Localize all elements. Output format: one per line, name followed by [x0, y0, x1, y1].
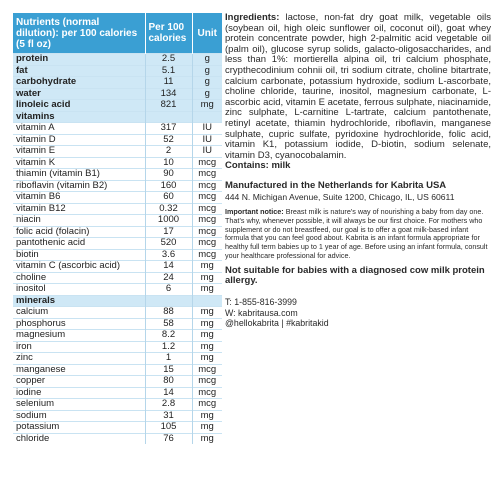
table-row	[13, 387, 222, 399]
table-row	[13, 410, 222, 422]
nutrient-unit: mcg	[192, 226, 222, 238]
nutrient-value: 1000	[145, 215, 192, 227]
nutrient-unit: mcg	[192, 238, 222, 250]
nutrient-unit: mg	[192, 100, 222, 112]
nutrient-name: pantothenic acid	[13, 238, 145, 250]
nutrient-unit: g	[192, 88, 222, 100]
nutrient-name: magnesium	[13, 330, 145, 342]
nutrient-name: vitamin A	[13, 123, 145, 135]
header-unit: Unit	[192, 13, 222, 54]
label-text-panel	[225, 13, 491, 329]
contact-social: @hellokabrita | #kabritakid	[225, 318, 329, 329]
nutrient-value: 2	[145, 146, 192, 158]
table-row	[13, 54, 222, 66]
table-row	[13, 134, 222, 146]
table-row	[13, 169, 222, 181]
nutrient-unit: mcg	[192, 399, 222, 411]
nutrient-name: folic acid (folacin)	[13, 226, 145, 238]
nutrient-value: 3.6	[145, 249, 192, 261]
nutrient-value: 10	[145, 157, 192, 169]
table-row	[13, 146, 222, 158]
nutrient-unit: IU	[192, 134, 222, 146]
nutrient-name: vitamin E	[13, 146, 145, 158]
nutrient-unit: IU	[192, 146, 222, 158]
nutrient-name: vitamin K	[13, 157, 145, 169]
nutrient-unit	[192, 295, 222, 307]
header-per-100-calories: Per 100 calories	[145, 13, 192, 54]
table-row	[13, 272, 222, 284]
header-nutrients: Nutrients (normal dilution): per 100 calories (5 fl oz)	[13, 13, 145, 54]
nutrient-value: 17	[145, 226, 192, 238]
nutrient-name: manganese	[13, 364, 145, 376]
nutrient-unit: mg	[192, 272, 222, 284]
nutrient-name: linoleic acid	[13, 100, 145, 112]
nutrition-rows	[13, 54, 222, 445]
nutrient-name: zinc	[13, 353, 145, 365]
nutrient-name: calcium	[13, 307, 145, 319]
table-row	[13, 261, 222, 273]
nutrient-unit: mcg	[192, 157, 222, 169]
nutrient-unit: mg	[192, 341, 222, 353]
table-row	[13, 422, 222, 434]
nutrient-name: niacin	[13, 215, 145, 227]
nutrient-name: inositol	[13, 284, 145, 296]
table-row	[13, 123, 222, 135]
table-row	[13, 215, 222, 227]
nutrient-unit: mg	[192, 410, 222, 422]
nutrient-value: 1	[145, 353, 192, 365]
table-row	[13, 203, 222, 215]
table-row	[13, 433, 222, 444]
nutrient-value: 2.8	[145, 399, 192, 411]
contains-statement: Contains: milk	[225, 160, 291, 172]
nutrient-unit: mg	[192, 433, 222, 444]
table-row	[13, 249, 222, 261]
table-row	[13, 364, 222, 376]
contact-web: W: kabritausa.com	[225, 307, 298, 318]
nutrient-unit: mcg	[192, 249, 222, 261]
nutrient-unit: mg	[192, 330, 222, 342]
nutrient-name: fat	[13, 65, 145, 77]
nutrient-name: vitamin B12	[13, 203, 145, 215]
table-row	[13, 318, 222, 330]
nutrient-name: vitamins	[13, 111, 145, 123]
allergy-warning: Not suitable for babies with a diagnosed cow milk protein allergy.	[225, 264, 485, 287]
nutrient-name: phosphorus	[13, 318, 145, 330]
section-header-row	[13, 111, 222, 123]
ingredients-text: lactose, non-fat dry goat milk, vegetable oils (soybean oil, high oleic sunflower oil, coconut oil), goat whey protein concentrate powder, high 2-palmitic acid vegetable oil (palm oil), glucose syrup solids, galacto-oligosaccharides, and less than 1%: mortierella alpina oil, tri calcium phosphate, crypthecodinium cohnii oil, tri sodium citrate, choline bitartrate, calcium carbonate, potassium hydroxide, sodium L-ascorbate, choline chloride, taurine, inositol, magnesium carbonate, L-ascorbic acid, vitamin E acetate, ferrous sulphate, niacinamide, zinc sulphate, L-carnitine L-tartrate, calcium pantothenate, retinyl acetate, thiamin hydrochloride, riboflavin, manganese sulphate, cupric sulfate, pyridoxine hydrochloride, folic acid, vitamin K1, potassium iodide, D-biotin, sodium selenate, vitamin D3, cyanocobalamin.	[225, 12, 491, 161]
nutrient-value: 520	[145, 238, 192, 250]
nutrient-unit	[192, 111, 222, 123]
nutrient-name: minerals	[13, 295, 145, 307]
nutrient-name: choline	[13, 272, 145, 284]
nutrient-value: 76	[145, 433, 192, 444]
nutrient-value: 31	[145, 410, 192, 422]
ingredients-label: Ingredients:	[225, 12, 280, 23]
nutrient-value: 1.2	[145, 341, 192, 353]
table-row	[13, 192, 222, 204]
nutrient-name: selenium	[13, 399, 145, 411]
nutrient-value: 0.32	[145, 203, 192, 215]
nutrient-unit: mg	[192, 261, 222, 273]
nutrient-name: copper	[13, 376, 145, 388]
nutrient-name: water	[13, 88, 145, 100]
nutrient-value	[145, 295, 192, 307]
table-row	[13, 307, 222, 319]
table-row	[13, 77, 222, 89]
nutrient-unit: mcg	[192, 364, 222, 376]
nutrient-unit: mcg	[192, 387, 222, 399]
nutrient-value: 8.2	[145, 330, 192, 342]
nutrient-value: 317	[145, 123, 192, 135]
table-row	[13, 100, 222, 112]
important-notice	[225, 208, 491, 261]
table-row	[13, 341, 222, 353]
table-row	[13, 180, 222, 192]
table-row	[13, 399, 222, 411]
nutrient-unit: g	[192, 65, 222, 77]
nutrient-unit: mg	[192, 307, 222, 319]
table-row	[13, 65, 222, 77]
address: 444 N. Michigan Avenue, Suite 1200, Chicago, IL, US 60611	[225, 191, 455, 202]
nutrient-value: 821	[145, 100, 192, 112]
nutrient-value: 90	[145, 169, 192, 181]
nutrient-value: 14	[145, 387, 192, 399]
nutrient-value: 11	[145, 77, 192, 89]
nutrient-name: carbohydrate	[13, 77, 145, 89]
nutrient-value: 105	[145, 422, 192, 434]
nutrient-value: 88	[145, 307, 192, 319]
nutrient-unit: mcg	[192, 169, 222, 181]
nutrition-table	[13, 13, 222, 444]
nutrient-name: biotin	[13, 249, 145, 261]
nutrient-unit: mg	[192, 422, 222, 434]
nutrient-name: vitamin C (ascorbic acid)	[13, 261, 145, 273]
table-header	[13, 13, 222, 54]
table-row	[13, 157, 222, 169]
nutrient-value: 60	[145, 192, 192, 204]
nutrient-value: 58	[145, 318, 192, 330]
nutrient-name: iron	[13, 341, 145, 353]
contact-phone: T: 1-855-816-3999	[225, 297, 297, 308]
ingredients-paragraph	[225, 13, 491, 161]
nutrient-value: 6	[145, 284, 192, 296]
nutrient-unit: IU	[192, 123, 222, 135]
section-header-row	[13, 295, 222, 307]
table-row	[13, 284, 222, 296]
nutrient-unit: mg	[192, 284, 222, 296]
nutrient-name: vitamin D	[13, 134, 145, 146]
notice-text: Breast milk is nature’s way of nourishing a baby from day one. That’s why, whenever possible, it will always be our first choice. For mothers who supplement or do not breastfeed, our goal is to offer a goat milk-based infant formula that you can feel good about. Kabrita is an infant formula appropriate for healthy full term babies up to 1 year of age. Before using an infant formula, consult your healthcare professional for advice.	[225, 207, 488, 261]
nutrient-value: 80	[145, 376, 192, 388]
nutrient-value: 160	[145, 180, 192, 192]
nutrient-unit: mcg	[192, 180, 222, 192]
nutrient-name: thiamin (vitamin B1)	[13, 169, 145, 181]
nutrient-name: vitamin B6	[13, 192, 145, 204]
nutrient-value: 52	[145, 134, 192, 146]
nutrient-value: 2.5	[145, 54, 192, 66]
table-row	[13, 238, 222, 250]
contact-info	[225, 297, 491, 329]
nutrient-value	[145, 111, 192, 123]
nutrient-value: 15	[145, 364, 192, 376]
manufactured-statement: Manufactured in the Netherlands for Kabrita USA	[225, 179, 447, 191]
nutrient-unit: mcg	[192, 376, 222, 388]
nutrient-unit: mg	[192, 318, 222, 330]
nutrient-value: 24	[145, 272, 192, 284]
nutrient-name: iodine	[13, 387, 145, 399]
table-row	[13, 353, 222, 365]
nutrient-unit: mg	[192, 353, 222, 365]
table-row	[13, 226, 222, 238]
nutrient-value: 14	[145, 261, 192, 273]
nutrient-unit: g	[192, 77, 222, 89]
nutrient-name: sodium	[13, 410, 145, 422]
nutrient-value: 134	[145, 88, 192, 100]
nutrient-name: potassium	[13, 422, 145, 434]
table-row	[13, 88, 222, 100]
table-row	[13, 376, 222, 388]
nutrient-unit: mcg	[192, 192, 222, 204]
nutrient-unit: mcg	[192, 203, 222, 215]
nutrient-name: chloride	[13, 433, 145, 444]
nutrient-name: riboflavin (vitamin B2)	[13, 180, 145, 192]
notice-label: Important notice:	[225, 207, 284, 217]
nutrient-name: protein	[13, 54, 145, 66]
table-row	[13, 330, 222, 342]
nutrient-unit: g	[192, 54, 222, 66]
nutrient-unit: mcg	[192, 215, 222, 227]
nutrient-value: 5.1	[145, 65, 192, 77]
